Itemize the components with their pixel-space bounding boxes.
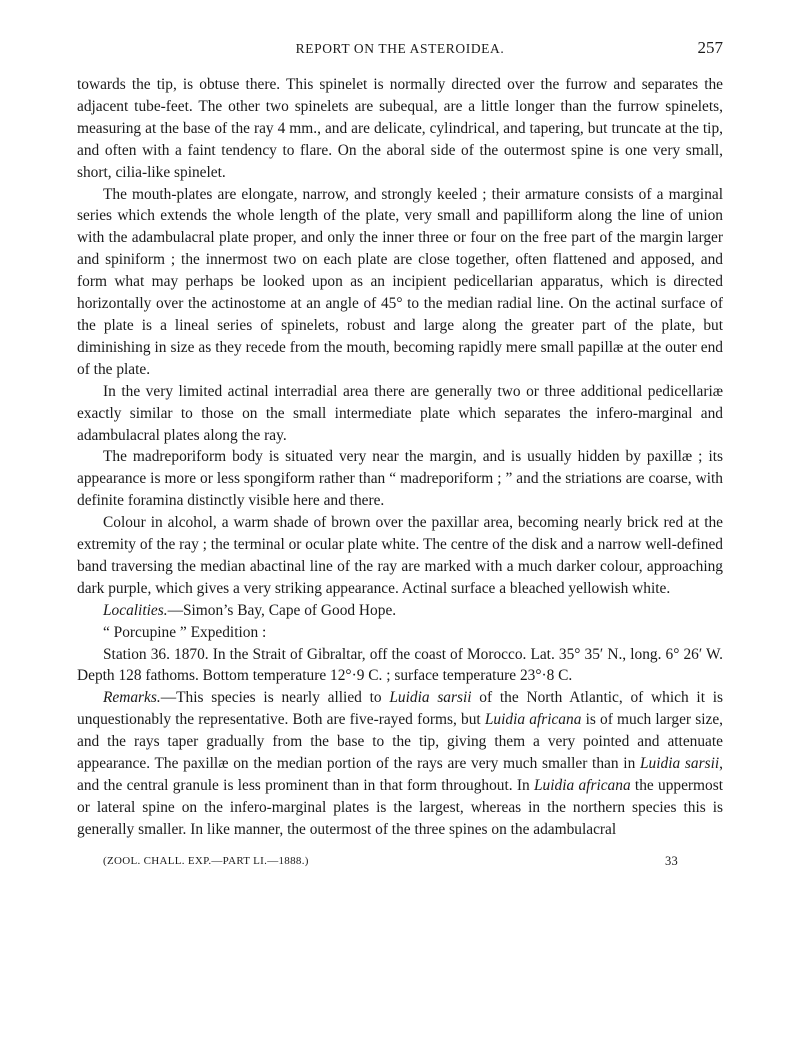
text-run: The mouth-plates are elongate, narrow, and strongly keeled ; their armature consists of a marginal series which extends the whole length of the plate, very small and papilliform along the line of union with the adambulacral plate proper, and only the inner three or four on the free part of the margin larger and spiniform ; the innermost two on each plate are close together, often flattened and apposed, and form what may perhaps be looked upon as an incipient pedicellarian apparatus, which is directed horizontally over the actinostome at an angle of 45° to the median radial line. On the actinal surface of the plate is a lineal series of spinelets, robust and large along the greater part of the plate, but diminishing in size as they recede from the mouth, becoming rapidly mere small papillæ at the outer end of the plate. [77,185,723,378]
text-run: of the North Atlantic, of which it is unquestionably the representative. Both are five-rayed forms, but [77,689,723,729]
body-text [77,74,723,841]
running-title: REPORT ON THE ASTEROIDEA. [295,41,505,56]
text-run: , and the central granule is less prominent than in that form throughout. In [77,755,724,794]
text-run: “ Porcupine ” Expedition : [103,623,267,641]
paragraph [77,644,723,688]
text-run: Station 36. 1870. In the Strait of Gibraltar, off the coast of Morocco. Lat. 35° 35′ N., long. 6° 26′ W. Depth 128 fathoms. Bottom temperature 12°·9 C. ; surface temperature 23°·8 C. [77,645,723,685]
page-header [77,38,723,62]
text-run: —Simon’s Bay, Cape of Good Hope. [167,601,397,619]
paragraph [77,446,723,512]
paragraph [77,184,723,381]
italic-text: Luidia africana [484,711,582,729]
page-footer [77,855,723,873]
page-number: 257 [697,38,723,57]
paragraph [77,381,723,447]
paragraph [77,74,723,184]
footer-signature: (ZOOL. CHALL. EXP.—PART LI.—1888.) [103,854,309,867]
footer-sheet-number: 33 [665,853,679,868]
paragraph [77,687,723,840]
italic-text: Localities. [103,601,168,619]
paragraph [77,622,723,644]
italic-text: Luidia sarsii [640,755,720,773]
text-run: The madreporiform body is situated very near the margin, and is usually hidden by paxillæ ; its appearance is more or less spongiform rather than “ madreporiform ; ” and the striations are coarse, with definite foramina distinctly visible here and there. [77,448,723,510]
paragraph [77,512,723,600]
text-run: —This species is nearly allied to [160,689,390,707]
text-run: towards the tip, is obtuse there. This spinelet is normally directed over the furrow and separates the adjacent tube-feet. The other two spinelets are subequal, are a little longer than the furrow spinelets, measuring at the base of the ray 4 mm., and are delicate, cylindrical, and tapering, but truncate at the tip, and often with a faint tendency to flare. On the aboral side of the outermost spine is one very small, short, cilia-like spinelet. [77,76,723,181]
text-run: In the very limited actinal interradial area there are generally two or three additional pedicellariæ exactly similar to those on the small intermediate plate which separates the infero-marginal and adambulacral plates along the ray. [77,382,723,444]
document-page [77,38,723,873]
italic-text: Luidia africana [534,777,631,794]
italic-text: Remarks. [103,689,161,707]
text-run: Colour in alcohol, a warm shade of brown over the paxillar area, becoming nearly brick red at the extremity of the ray ; the terminal or ocular plate white. The centre of the disk and a narrow well-defined band traversing the median abactinal line of the ray are marked with a much darker colour, approaching dark purple, which gives a very striking appearance. Actinal surface a bleached yellowish white. [77,514,723,597]
paragraph [77,600,723,622]
italic-text: Luidia sarsii [389,689,472,707]
text-run: is of much larger size, and the rays taper gradually from the base to the tip, giving them a very pointed and attenuate appearance. The paxillæ on the median portion of the rays are very much smaller than in [77,711,723,773]
text-run: the uppermost or lateral spine on the infero-marginal plates is the largest, whereas in the northern species this is generally smaller. In like manner, the outermost of the three spines on the adambulacral [77,777,723,838]
